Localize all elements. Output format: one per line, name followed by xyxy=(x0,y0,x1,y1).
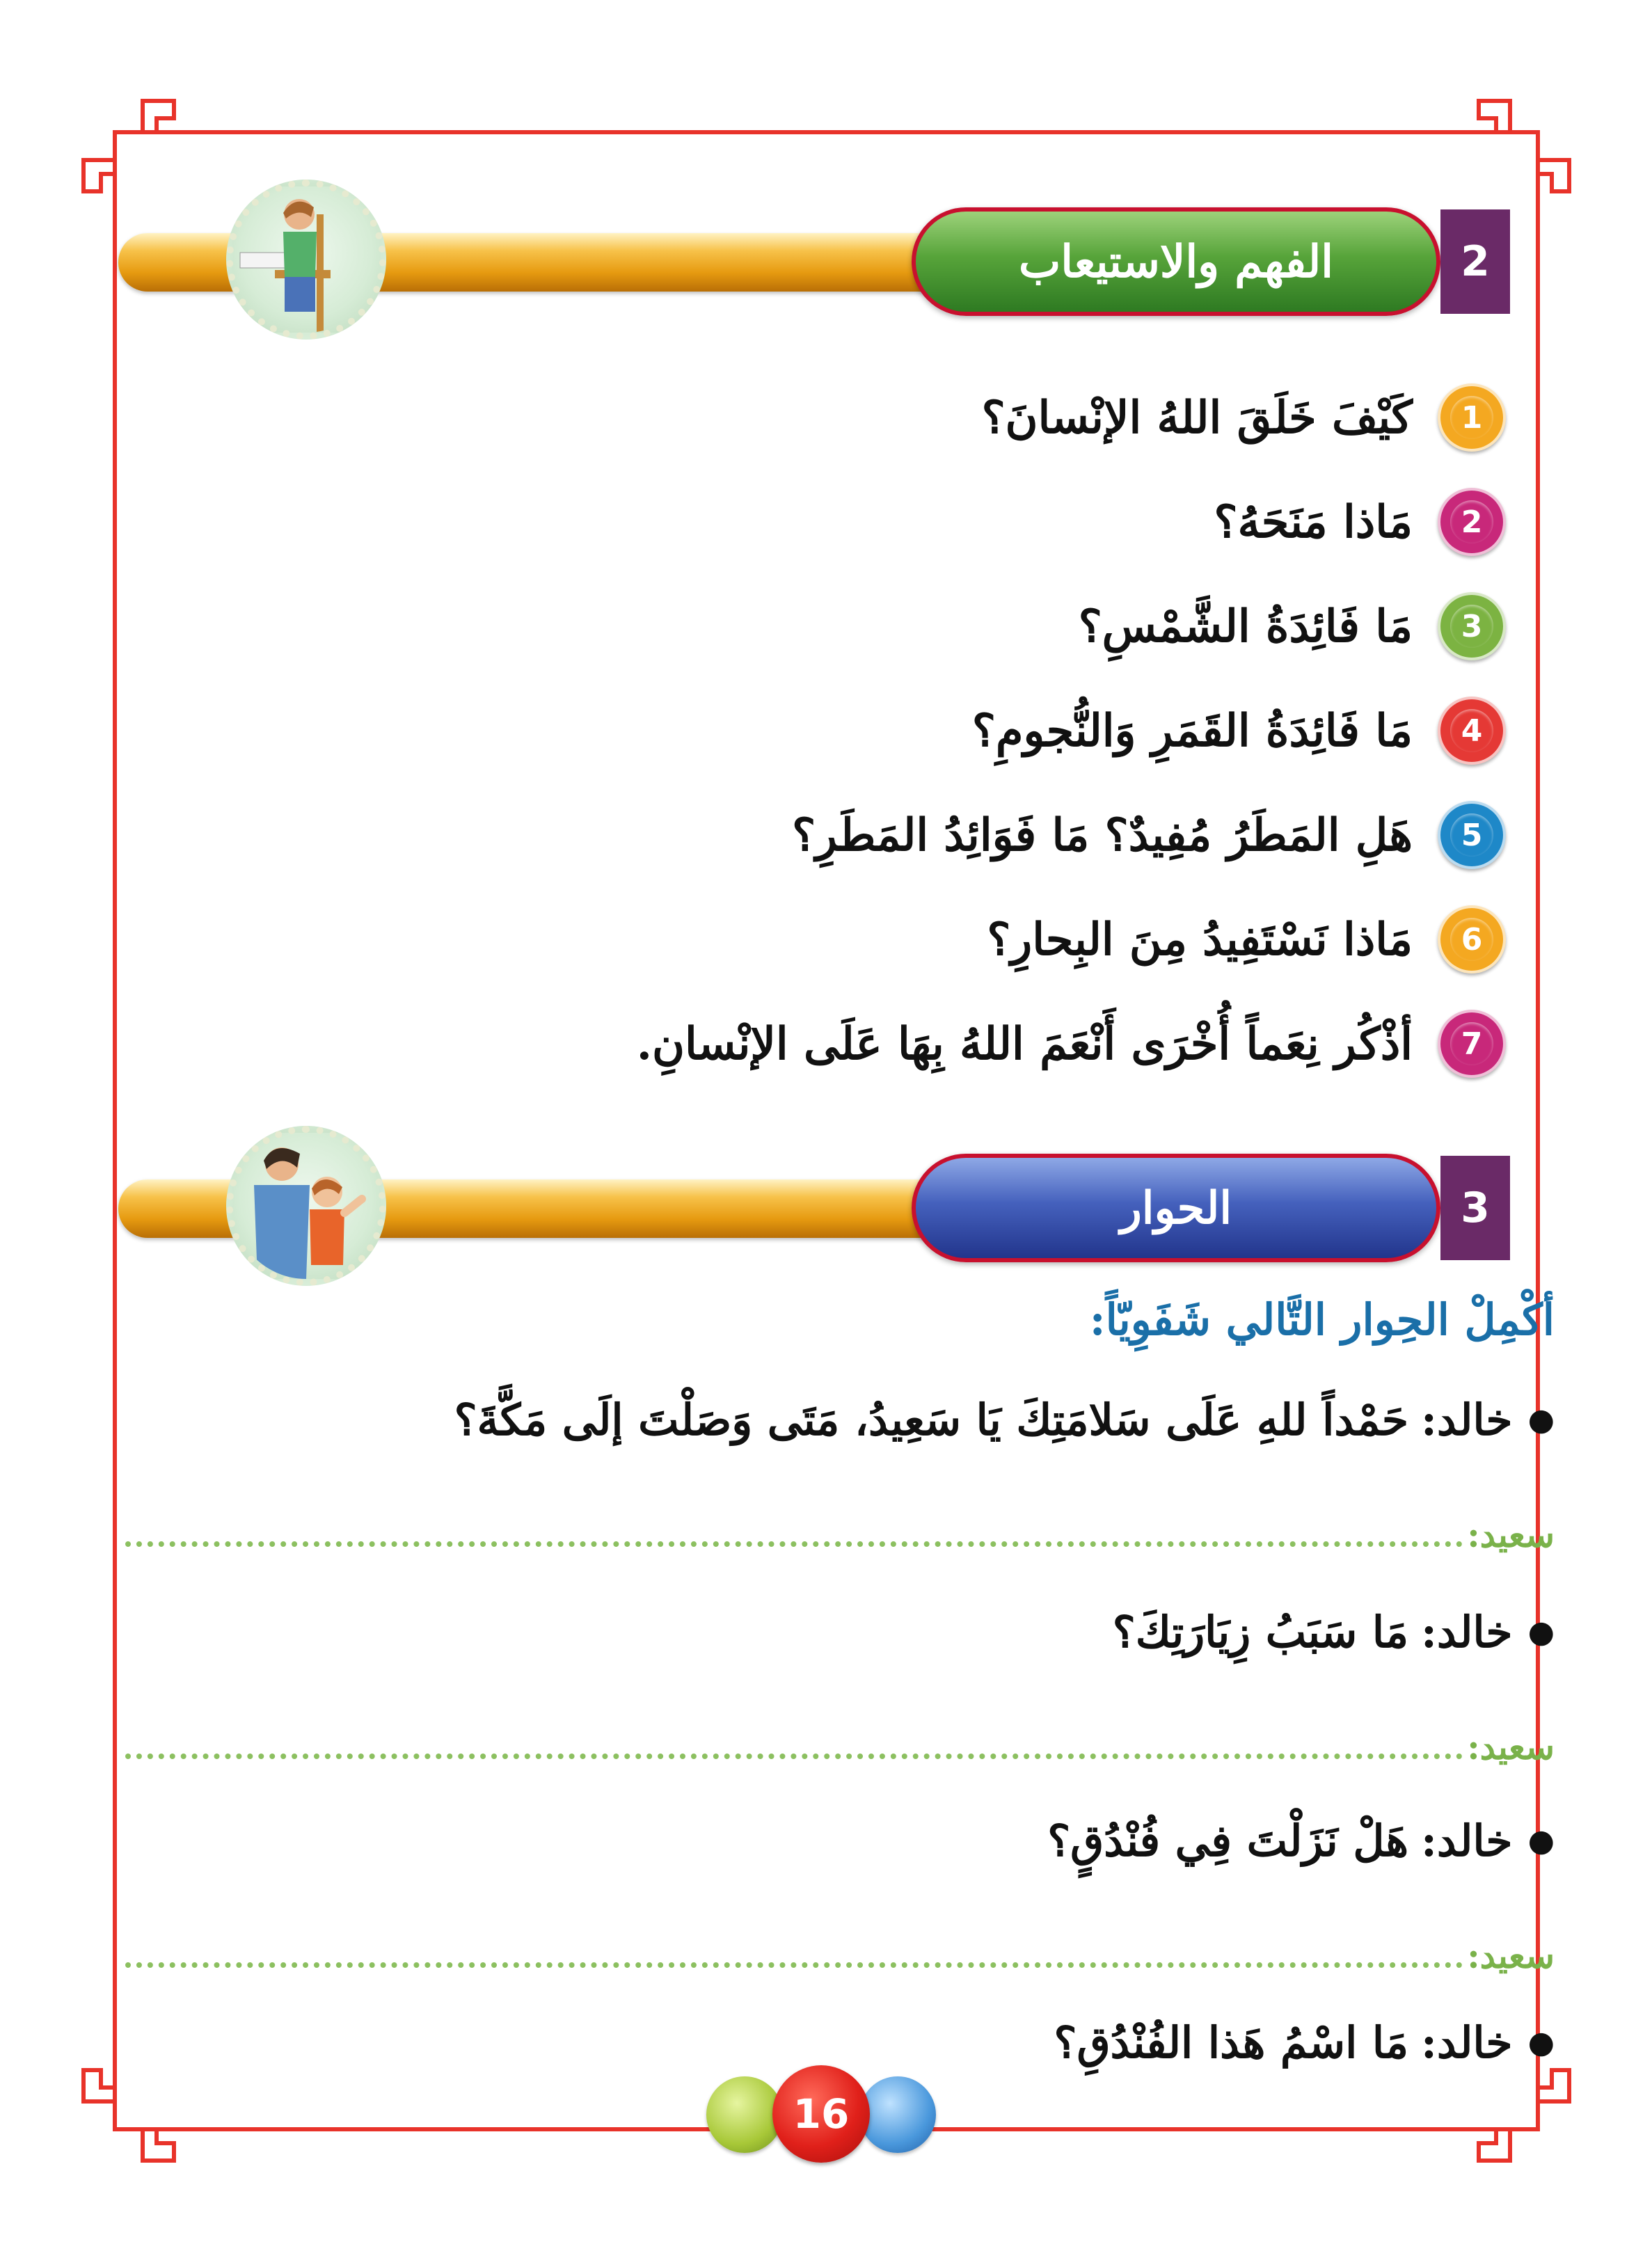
question-text: كَيْفَ خَلَقَ اللهُ الإنْسانَ؟ xyxy=(981,391,1413,444)
speaker-name: خالد: xyxy=(1421,1815,1513,1866)
section2-number: 2 xyxy=(1440,209,1510,314)
answer-line-3[interactable] xyxy=(125,1927,1555,1976)
question-number-badge: 6 xyxy=(1438,905,1506,973)
question-number-badge: 4 xyxy=(1438,697,1506,765)
answer-label: سعيد: xyxy=(1467,1935,1555,1976)
question-number-badge: 5 xyxy=(1438,801,1506,869)
question-text: هَلِ المَطَرُ مُفِيدٌ؟ مَا فَوَائِدُ المَطَرِ؟ xyxy=(792,809,1413,861)
speaker-utterance: مَا سَبَبُ زِيَارَتِكَ؟ xyxy=(1112,1606,1409,1657)
answer-dotted-line[interactable] xyxy=(125,1962,1463,1968)
bullet: ● xyxy=(1527,2024,1555,2060)
question-number-badge: 1 xyxy=(1438,383,1506,452)
answer-dotted-line[interactable] xyxy=(125,1754,1463,1759)
answer-line-2[interactable] xyxy=(125,1719,1555,1767)
question-text: أذْكُر نِعَماً أُخْرَى أَنْعَمَ اللهُ بِهَا عَلَى الإنْسانِ. xyxy=(636,1017,1413,1070)
dialogue-line-1 xyxy=(454,1385,1555,1454)
question-7 xyxy=(637,1005,1506,1082)
bullet: ● xyxy=(1527,1614,1555,1650)
question-1 xyxy=(982,379,1506,456)
decorative-ball-left xyxy=(706,2076,783,2153)
speaker-name: خالد: xyxy=(1421,1394,1513,1445)
question-number-badge: 3 xyxy=(1438,592,1506,660)
section3-title: الحوار xyxy=(1120,1182,1232,1234)
dialogue-line-3 xyxy=(1047,1806,1555,1875)
answer-line-1[interactable] xyxy=(125,1506,1555,1555)
answer-label: سعيد: xyxy=(1467,1514,1555,1555)
bullet: ● xyxy=(1527,1822,1555,1859)
question-number-badge: 7 xyxy=(1438,1010,1506,1078)
section3-number: 3 xyxy=(1440,1156,1510,1260)
question-2 xyxy=(1214,484,1506,560)
question-6 xyxy=(987,901,1506,978)
answer-dotted-line[interactable] xyxy=(125,1541,1463,1547)
question-number-badge: 2 xyxy=(1438,488,1506,556)
speaker-name: خالد: xyxy=(1421,1606,1513,1657)
bullet: ● xyxy=(1527,1401,1555,1438)
student-illustration xyxy=(226,180,386,340)
page-number: 16 xyxy=(772,2065,870,2163)
section3-title-badge xyxy=(912,1154,1440,1262)
decorative-ball-right xyxy=(859,2076,936,2153)
section2-title: الفهم والاستيعاب xyxy=(1018,235,1334,288)
question-text: مَا فَائِدَةُ القَمَرِ وَالنُّجومِ؟ xyxy=(971,704,1413,757)
question-5 xyxy=(792,797,1506,873)
question-3 xyxy=(1079,588,1506,665)
question-text: مَاذا نَسْتَفِيدُ مِنَ البِحارِ؟ xyxy=(987,913,1413,966)
question-text: مَاذا مَنَحَهُ؟ xyxy=(1214,495,1413,548)
speaker-utterance: حَمْداً للهِ عَلَى سَلامَتِكَ يَا سَعِيدُ، مَتَى وَصَلْتَ إلَى مَكَّةَ؟ xyxy=(454,1394,1409,1445)
question-text: مَا فَائِدَةُ الشَّمْسِ؟ xyxy=(1078,600,1413,653)
answer-label: سعيد: xyxy=(1467,1726,1555,1767)
speaker-utterance: مَا اسْمُ هَذا الفُنْدُقِ؟ xyxy=(1054,2017,1409,2068)
speaker-utterance: هَلْ نَزَلْتَ فِي فُنْدُقٍ؟ xyxy=(1047,1815,1409,1866)
dialogue-illustration xyxy=(226,1126,386,1286)
dialogue-line-2 xyxy=(1113,1597,1555,1667)
section2-title-badge xyxy=(912,207,1440,316)
dialogue-line-4 xyxy=(1054,2007,1555,2077)
question-4 xyxy=(972,692,1506,769)
dialogue-instruction: أكْمِلْ الحِوار التَّالي شَفَوِيّاً: xyxy=(1089,1294,1555,1345)
speaker-name: خالد: xyxy=(1421,2017,1513,2068)
